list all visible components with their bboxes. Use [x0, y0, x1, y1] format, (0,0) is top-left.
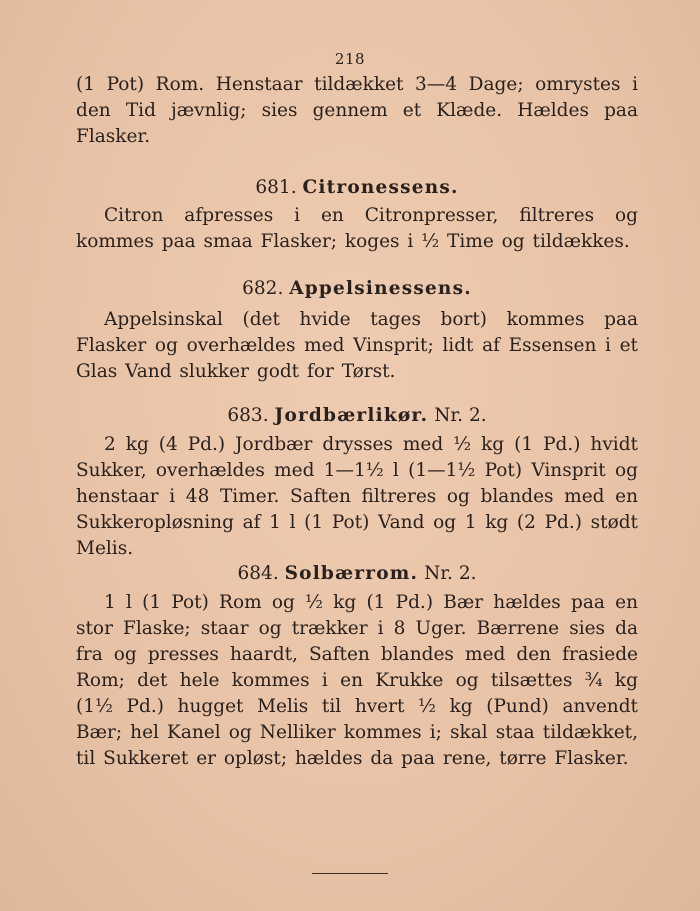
recipe-number: 681. [255, 177, 297, 198]
footer-rule [312, 873, 388, 874]
recipe-heading-683 [76, 403, 638, 429]
recipe-heading-684 [76, 561, 638, 587]
recipe-title: Jordbærlikør. [274, 405, 429, 426]
recipe-title: Solbærrom. [284, 563, 419, 584]
recipe-number: 683. [227, 405, 269, 426]
recipe-heading-682 [76, 276, 638, 302]
recipe-text-682: Appelsinskal (det hvide tages bort) kommes paa Flasker og overhældes med Vinsprit; lidt af Essensen i et Glas Vand slukker godt for Tørst. [76, 309, 638, 382]
recipe-title: Appelsinessens. [289, 278, 472, 299]
recipe-subtitle: Nr. 2. [434, 405, 487, 426]
recipe-text-683: 2 kg (4 Pd.) Jordbær drysses med ½ kg (1 Pd.) hvidt Sukker, overhældes med 1—1½ l (1—1½ Pot) Vinsprit og henstaar i 48 Timer. Saften filtreres og blandes med en Sukkeropløsning af 1 l (1 Pot) Vand og 1 kg (2 Pd.) stødt Melis. [76, 434, 638, 559]
recipe-subtitle: Nr. 2. [424, 563, 477, 584]
recipe-number: 682. [242, 278, 284, 299]
intro-paragraph: (1 Pot) Rom. Henstaar tildækket 3—4 Dage; omrystes i den Tid jævnlig; sies gennem et Klæde. Hældes paa Flasker. [76, 74, 638, 147]
page-number: 218 [334, 50, 366, 68]
recipe-text-684: 1 l (1 Pot) Rom og ½ kg (1 Pd.) Bær hældes paa en stor Flaske; staar og trækker i 8 Uger. Bærrene sies da fra og presses haardt, Saften blandes med den frasiede Rom; det hele kommes i en Krukke og tilsættes ¾ kg (1½ Pd.) hugget Melis til hvert ½ kg (Pund) anvendt Bær; hel Kanel og Nelliker kommes i; skal staa tildækket, til Sukkeret er opløst; hældes da paa rene, tørre Flasker. [76, 592, 638, 769]
recipe-number: 684. [237, 563, 279, 584]
recipe-heading-681 [76, 175, 638, 201]
recipe-title: Citronessens. [302, 177, 459, 198]
recipe-text-681: Citron afpresses i en Citronpresser, filtreres og kommes paa smaa Flasker; koges i ½ Time og tildækkes. [76, 205, 638, 252]
